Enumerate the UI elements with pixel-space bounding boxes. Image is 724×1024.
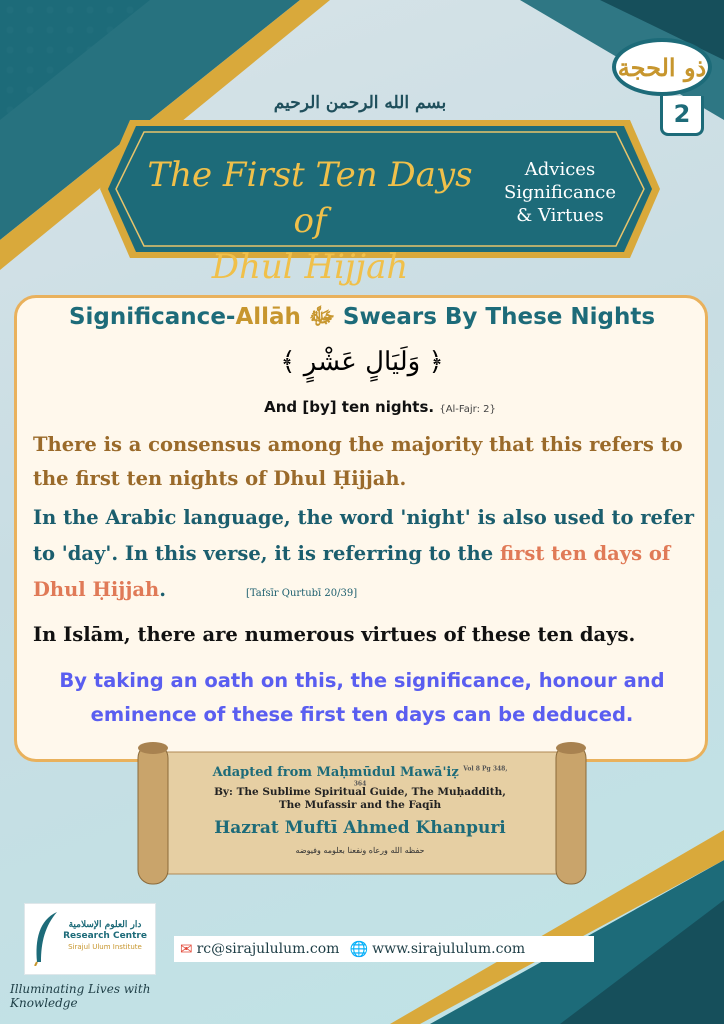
badge-arabic-text: ذو الحجة (617, 52, 707, 82)
subtitle-virtues: & Virtues (516, 205, 604, 226)
tagline: Illuminating Lives with Knowledge (10, 982, 151, 1010)
verse-reference: {Al-Fajr: 2} (439, 404, 496, 415)
oath-paragraph: By taking an oath on this, the significance, honour and eminence of these first ten days can be deduced. (59, 669, 665, 726)
envelope-icon: ✉ (180, 940, 193, 958)
virtues-paragraph: In Islām, there are numerous virtues of these ten days. (33, 623, 636, 646)
logo-text (58, 920, 152, 953)
subtitle-significance: Significance (503, 182, 617, 203)
author-titles (200, 786, 520, 812)
para2-end: . (159, 578, 167, 601)
logo-institute: Sirajul Ulum Institute (68, 943, 142, 951)
globe-icon: 🌐 (349, 940, 369, 958)
author-titles-line-2: The Mufassir and the Faqīh (278, 799, 442, 811)
para2-highlight: first ten days of Dhul Ḥijjah (33, 542, 671, 601)
parchment-scroll (132, 740, 592, 890)
logo-research-centre: Research Centre (63, 931, 147, 941)
arabic-verse: ﴿ وَلَيَالٍ عَشْرٍ ﴾ (280, 347, 444, 377)
page-number-badge: 2 (660, 96, 704, 136)
bismillah: بسم الله الرحمن الرحيم (273, 93, 447, 113)
heading-allah: Allāh ﷻ (235, 304, 335, 330)
card-heading (24, 302, 700, 336)
para2-text: In the Arabic language, the word 'night' is also used to refer to 'day'. In this verse, it is referring to the (33, 506, 695, 565)
title-line-1: The First Ten Days of (147, 155, 473, 241)
logo-arabic: دار العلوم الإسلامية (68, 920, 142, 930)
title-line-2: Dhul Hijjah (211, 247, 409, 287)
contact-bar (174, 936, 594, 962)
adapted-volume: Vol 8 Pg 348, 364 (353, 765, 508, 788)
tafsir-reference: [Tafsīr Qurtubī 20/39] (246, 588, 358, 599)
author-dua: حفظه الله ورعاه ونفعنا بعلومه وفيوضه (295, 846, 425, 855)
subtitle (490, 158, 630, 227)
email-link[interactable] (180, 940, 339, 958)
author-titles-line-1: By: The Sublime Spiritual Guide, The Muḥaddith, (214, 786, 506, 798)
author-name: Hazrat Muftī Ahmed Khanpuri (214, 818, 506, 838)
adapted-text: Adapted from Maḥmūdul Mawā'iẓ (212, 765, 459, 780)
consensus-paragraph: There is a consensus among the majority that this refers to the first ten nights of Dhul Ḥijjah. (33, 433, 683, 490)
heading-part-1: Significance- (68, 304, 236, 330)
website-text: www.sirajululum.com (372, 941, 526, 957)
heading-part-2: Swears By These Nights (334, 304, 656, 330)
email-text: rc@sirajululum.com (196, 941, 340, 957)
arabic-language-paragraph (33, 500, 705, 612)
page-title (130, 152, 490, 290)
subtitle-advices: Advices (524, 159, 596, 180)
verse-translation-text: And [by] ten nights. (264, 398, 435, 416)
website-link[interactable] (349, 940, 525, 958)
verse-translation (200, 398, 560, 416)
month-badge (612, 38, 712, 96)
